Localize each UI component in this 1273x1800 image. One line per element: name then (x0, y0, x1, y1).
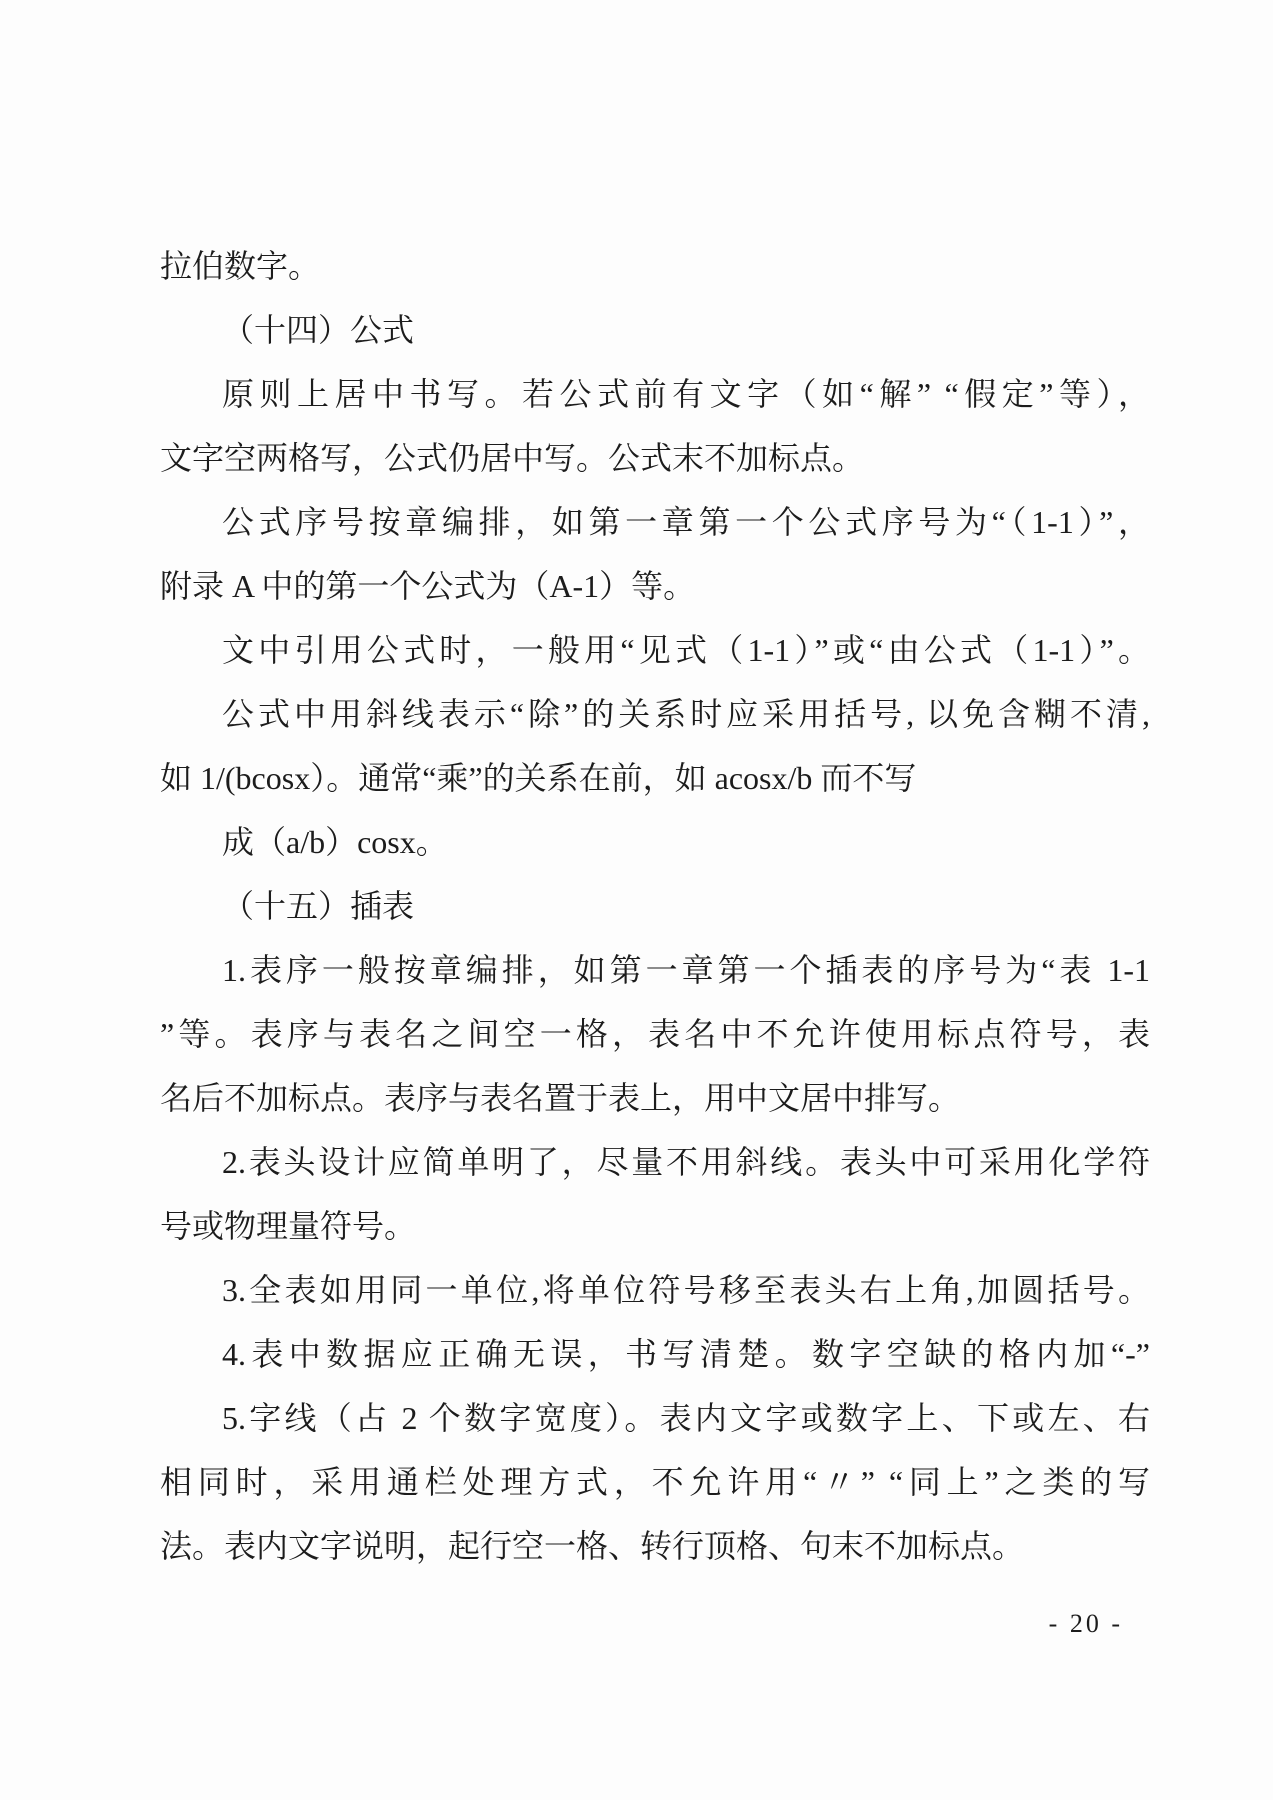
text-line: 2.表头设计应简单明了，尽量不用斜线。表头中可采用化学符 (222, 1144, 1150, 1180)
text-line: 名后不加标点。表序与表名置于表上，用中文居中排写。 (160, 1080, 961, 1116)
page-number: - 20 - (1048, 1609, 1123, 1638)
text-line: ”等。表序与表名之间空一格，表名中不允许使用标点符号，表 (160, 1016, 1150, 1052)
text-line: 相同时，采用通栏处理方式，不允许用“〃” “同上”之类的写 (160, 1464, 1150, 1500)
section-heading: （十五）插表 (222, 888, 415, 924)
text-line: 附录 A 中的第一个公式为（A-1）等。 (160, 568, 696, 604)
text-line: 原则上居中书写。若公式前有文字（如“解” “假定”等）， (222, 376, 1150, 412)
text-line: 3.全表如用同一单位,将单位符号移至表头右上角,加圆括号。 (222, 1272, 1150, 1308)
text-line: 公式序号按章编排，如第一章第一个公式序号为“（1-1）”， (222, 504, 1150, 540)
text-line: 1.表序一般按章编排，如第一章第一个插表的序号为“表 1-1 (222, 952, 1150, 988)
text-line: 文中引用公式时，一般用“见式（1-1）”或“由公式（1-1）”。 (222, 632, 1150, 668)
text-line: 5.字线（占 2 个数字宽度）。表内文字或数字上、下或左、右 (222, 1400, 1150, 1436)
text-line: 号或物理量符号。 (160, 1208, 417, 1244)
text-line: 4.表中数据应正确无误，书写清楚。数字空缺的格内加“-” (222, 1336, 1150, 1372)
text-line: 公式中用斜线表示“除”的关系时应采用括号, 以免含糊不清, (222, 696, 1150, 732)
text-line: 法。表内文字说明，起行空一格、转行顶格、句末不加标点。 (160, 1528, 1025, 1564)
text-line: 成（a/b）cosx。 (222, 824, 448, 860)
text-line: 拉伯数字。 (160, 248, 321, 284)
text-line: 文字空两格写，公式仍居中写。公式末不加标点。 (160, 440, 865, 476)
text-body (160, 234, 1150, 1578)
text-line: 如 1/(bcosx）。通常“乘”的关系在前，如 acosx/b 而不写 (160, 760, 917, 796)
section-heading: （十四）公式 (222, 312, 415, 348)
